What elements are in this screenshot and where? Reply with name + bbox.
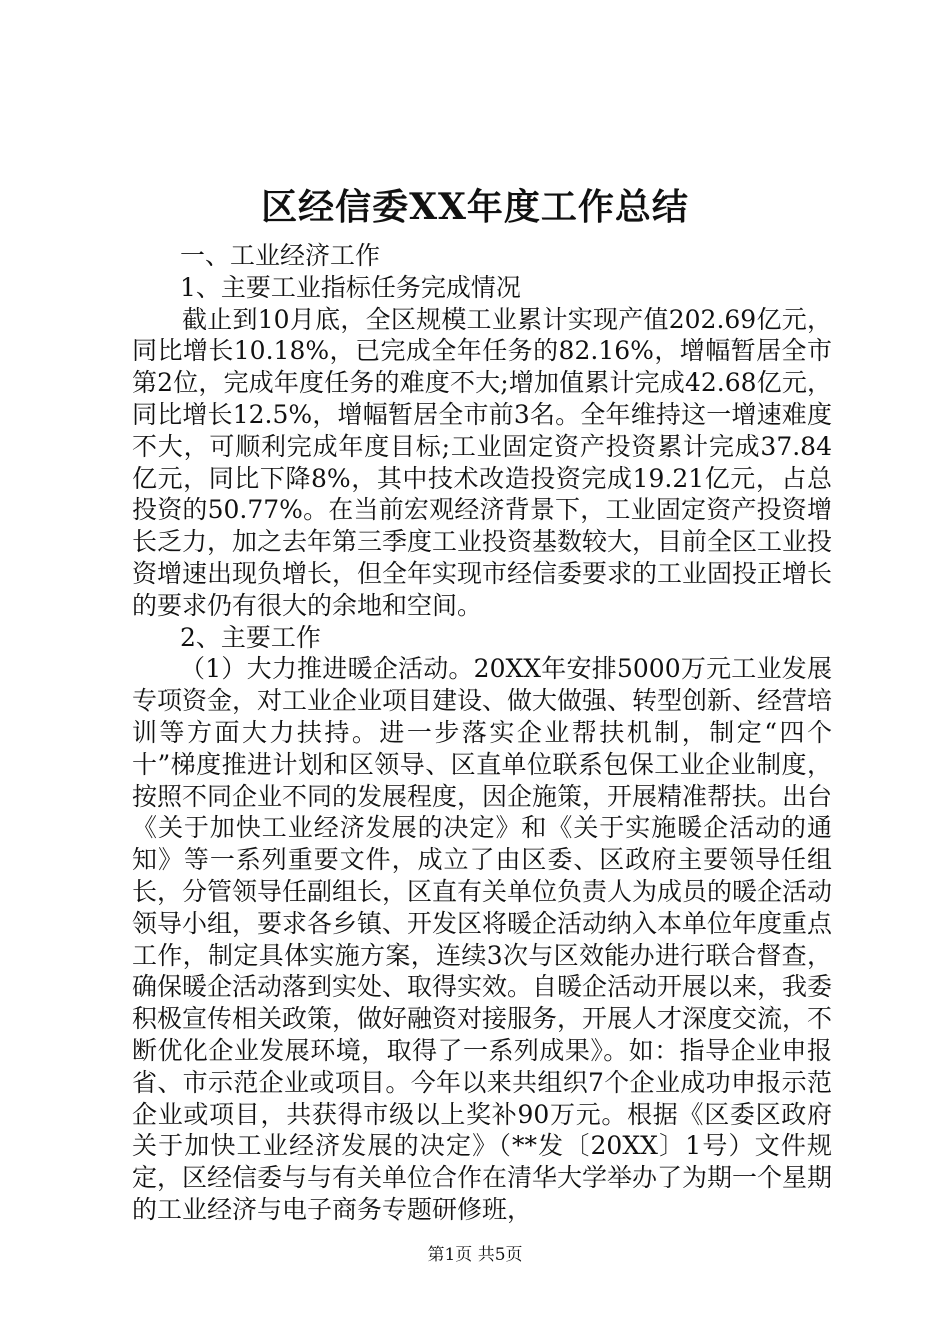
body-paragraph: 截止到10月底，全区规模工业累计实现产值202.69亿元，同比增长10.18%，已完成全年任务的82.16%，增幅暂居全市第2位，完成年度任务的难度不大;增加值累计完成42.68亿元，同比增长12.5%，增幅暂居全市前3名。全年维持这一增速难度不大，可顺利完成年度目标;工业固定资产投资累计完成37.84亿元，同比下降8%，其中技术改造投资完成19.21亿元，占总投资的50.77%。在当前宏观经济背景下，工业固定资产投资增长乏力，加之去年第三季度工业投资基数较大，目前全区工业投资增速出现负增长，但全年实现市经信委要求的工业固投正增长的要求仍有很大的余地和空间。	[132, 304, 833, 620]
document-body	[132, 240, 832, 1226]
document-title: 区经信委XX年度工作总结	[261, 186, 689, 228]
subsection-heading: 1、主要工业指标任务完成情况	[180, 272, 521, 302]
section-heading: 一、工业经济工作	[180, 241, 381, 270]
body-paragraph: （1）大力推进暖企活动。20XX年安排5000万元工业发展专项资金，对工业企业项目建设、做大做强、转型创新、经营培训等方面大力扶持。进一步落实企业帮扶机制，制定“四个十”梯度推进计划和区领导、区直单位联系包保工业企业制度，按照不同企业不同的发展程度，因企施策，开展精准帮扶。出台《关于加快工业经济发展的决定》和《关于实施暖企活动的通知》等一系列重要文件，成立了由区委、区政府主要领导任组长，分管领导任副组长，区直有关单位负责人为成员的暖企活动领导小组，要求各乡镇、开发区将暖企活动纳入本单位年度重点工作，制定具体实施方案，连续3次与区效能办进行联合督查，确保暖企活动落到实处、取得实效。自暖企活动开展以来，我委积极宣传相关政策，做好融资对接服务，开展人才深度交流，不断优化企业发展环境，取得了一系列成果》。如：指导企业申报省、市示范企业或项目。今年以来共组织7个企业成功申报示范企业或项目，共获得市级以上奖补90万元。根据《区委区政府关于加快工业经济发展的决定》（**发〔20XX〕1号）文件规定，区经信委与与有关单位合作在清华大学举办了为期一个星期的工业经济与电子商务专题研修班，	[132, 654, 833, 1224]
subsection-heading: 2、主要工作	[180, 622, 321, 652]
page-footer: 第1页 共5页	[427, 1245, 523, 1265]
